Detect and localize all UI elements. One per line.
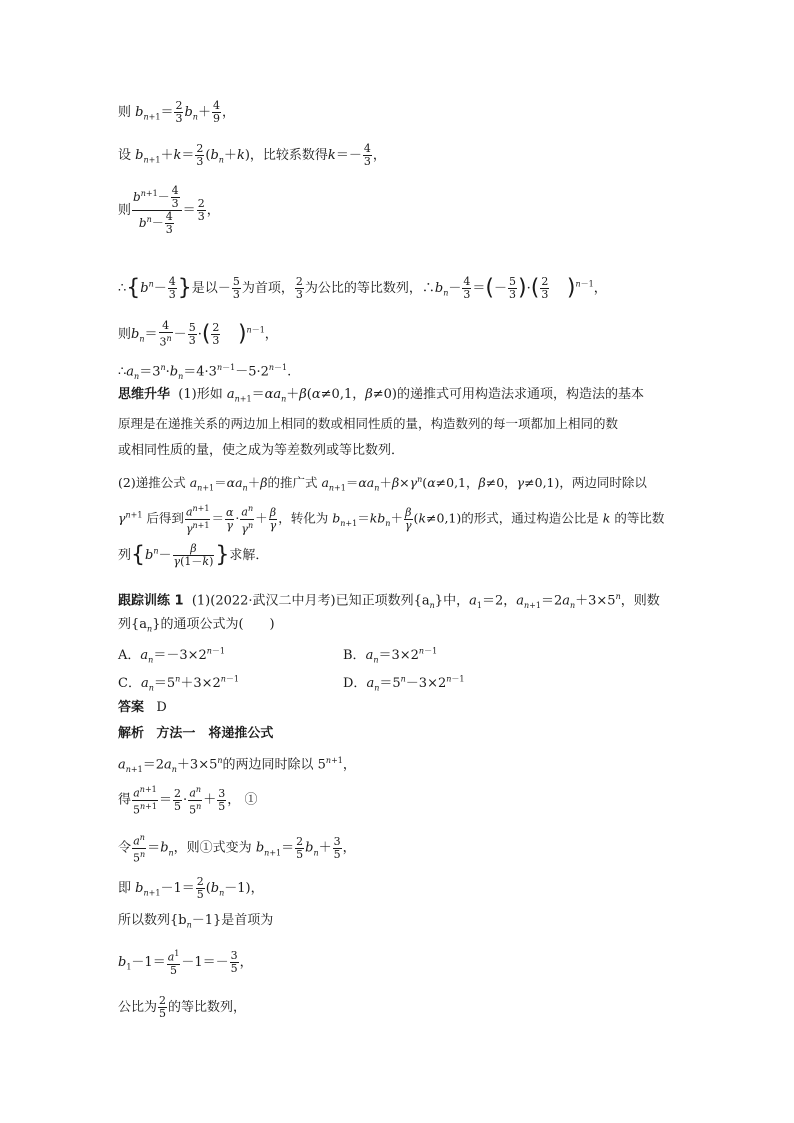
think-line-2: 原理是在递推关系的两边加上相同的数或相同性质的量，构造数列的每一项都加上相同的数 [118,416,619,431]
think-title: 思维升华 [118,387,171,402]
solution-line-5: 即 $b_{n+1}-1=$ $\frac{2}{5}$ $(b_n-1)$， [118,875,264,901]
solution-line-3: 得 $\frac{a^{n+1}}{5^{n+1}}$ ＝ $\frac{2}{5}$ · $\frac{a^n}{5^n}$ ＋ $\frac{3}{5}$ ， ① [118,785,258,817]
think-line-1: 思维升华 (1)形如 $a_{n+1}=\alpha a_n+\beta(\alpha\ne 0,1$，β≠0)的递推式可用构造法求通项，构造法的基本 [118,387,645,404]
think-line-6: 列{$b^n-$ $\frac{\beta}{\gamma(1-k)}$ }求解． [118,542,269,568]
solution-line-1: 解析 方法一 将递推公式 [118,726,274,741]
equation-line-2: 设 $b_{n+1}+k=$ $\frac{2}{3}$ $(b_n+k)$，比较系数得k＝－ $\frac{4}{3}$ ， [118,142,386,168]
solution-line-8: 公比为 $\frac{2}{5}$ 的等比数列， [118,994,247,1020]
option-a: A．$a_n=-3\times 2^{n-1}$ [118,646,225,665]
track-line-2: 列$\{a_n\}$的通项公式为( ) [118,617,275,634]
track-line-1: 跟踪训练 1 (1)(2022·武汉二中月考)已知正项数列$\{a_n\}$中，$a_1=2$，$a_{n+1}=2a_n+3\times 5^n$，则数 [118,592,660,610]
equation-line-6: $\therefore a_n=3^n\cdot b_n=4\cdot 3^{n-1}-5\cdot 2^{n-1}$. [118,363,292,381]
option-d: D．$a_n=5^n-3\times 2^{n-1}$ [343,674,465,693]
option-c: C．$a_n=5^n+3\times 2^{n-1}$ [118,674,239,693]
equation-line-1: 则 $b_{n+1}=$ $\frac{2}{3}$ $b_n+$ $\frac{4}{9}$ ， [118,99,235,125]
solution-line-6: 所以数列$\{b_n-1\}$是首项为 [118,913,274,930]
think-line-3: 或相同性质的量，使之成为等差数列或等比数列． [118,443,405,458]
equation-line-3: 则 $b^{n+1}-$ $\frac{4}{3}$ $b^n-$ $\frac{4}{3}$ ＝ $\frac{2}{3}$ ， [118,184,220,236]
answer-line: 答案 D [118,700,167,715]
solution-line-2: $a_{n+1}=2a_n+3\times 5^n$的两边同时除以 $5^{n+1}$， [118,756,356,774]
equation-line-5: 则$b_n=$ $\frac{4}{3^n}$ － $\frac{5}{3}$ ·( $\frac{2}{3}$ )$^{n-1}$， [118,319,278,349]
think-line-4: (2)递推公式 $a_{n+1}=\alpha a_n+\beta$的推广式 $a_{n+1}=\alpha a_n+\beta\times\gamma^n(\alpha\ne 0,1$，β≠0，γ≠0,1)，两边同时除以 [118,475,647,493]
solution-line-7: $b_1-1=$ $\frac{a^1}{5}$ －1＝－ $\frac{3}{5}$ ， [118,948,253,977]
solution-line-4: 令 $\frac{a^n}{5^n}$ $=b_n$，则①式变为 $b_{n+1}=$ $\frac{2}{5}$ $b_n+$ $\frac{3}{5}$ ， [118,833,356,865]
option-b: B．$a_n=3\times 2^{n-1}$ [343,646,438,665]
think-line-5: $\gamma^{n+1}$ 后得到 $\frac{a^{n+1}}{\gamma^{n+1}}$ ＝ $\frac{\alpha}{\gamma}$ · $\frac{a^n}{\gamma^n}$ ＋ $\frac{\beta}{\gamma}$ ，转化为 $b_{n+1}=kb_n+$ $\frac{\beta}{\gamma}$ (k≠0,1)的形式，通过构造公比是 k 的等比数 [118,504,665,536]
equation-line-4: $\therefore\{b^n-$ $\frac{4}{3}$ }是以－ $\frac{5}{3}$ 为首项， $\frac{2}{3}$ 为公比的等比数列，$\therefore b_n-$ $\frac{4}{3}$ ＝(－ $\frac{5}{3}$ )·( $\frac{2}{3}$ )$^{n-1}$， [118,275,607,301]
